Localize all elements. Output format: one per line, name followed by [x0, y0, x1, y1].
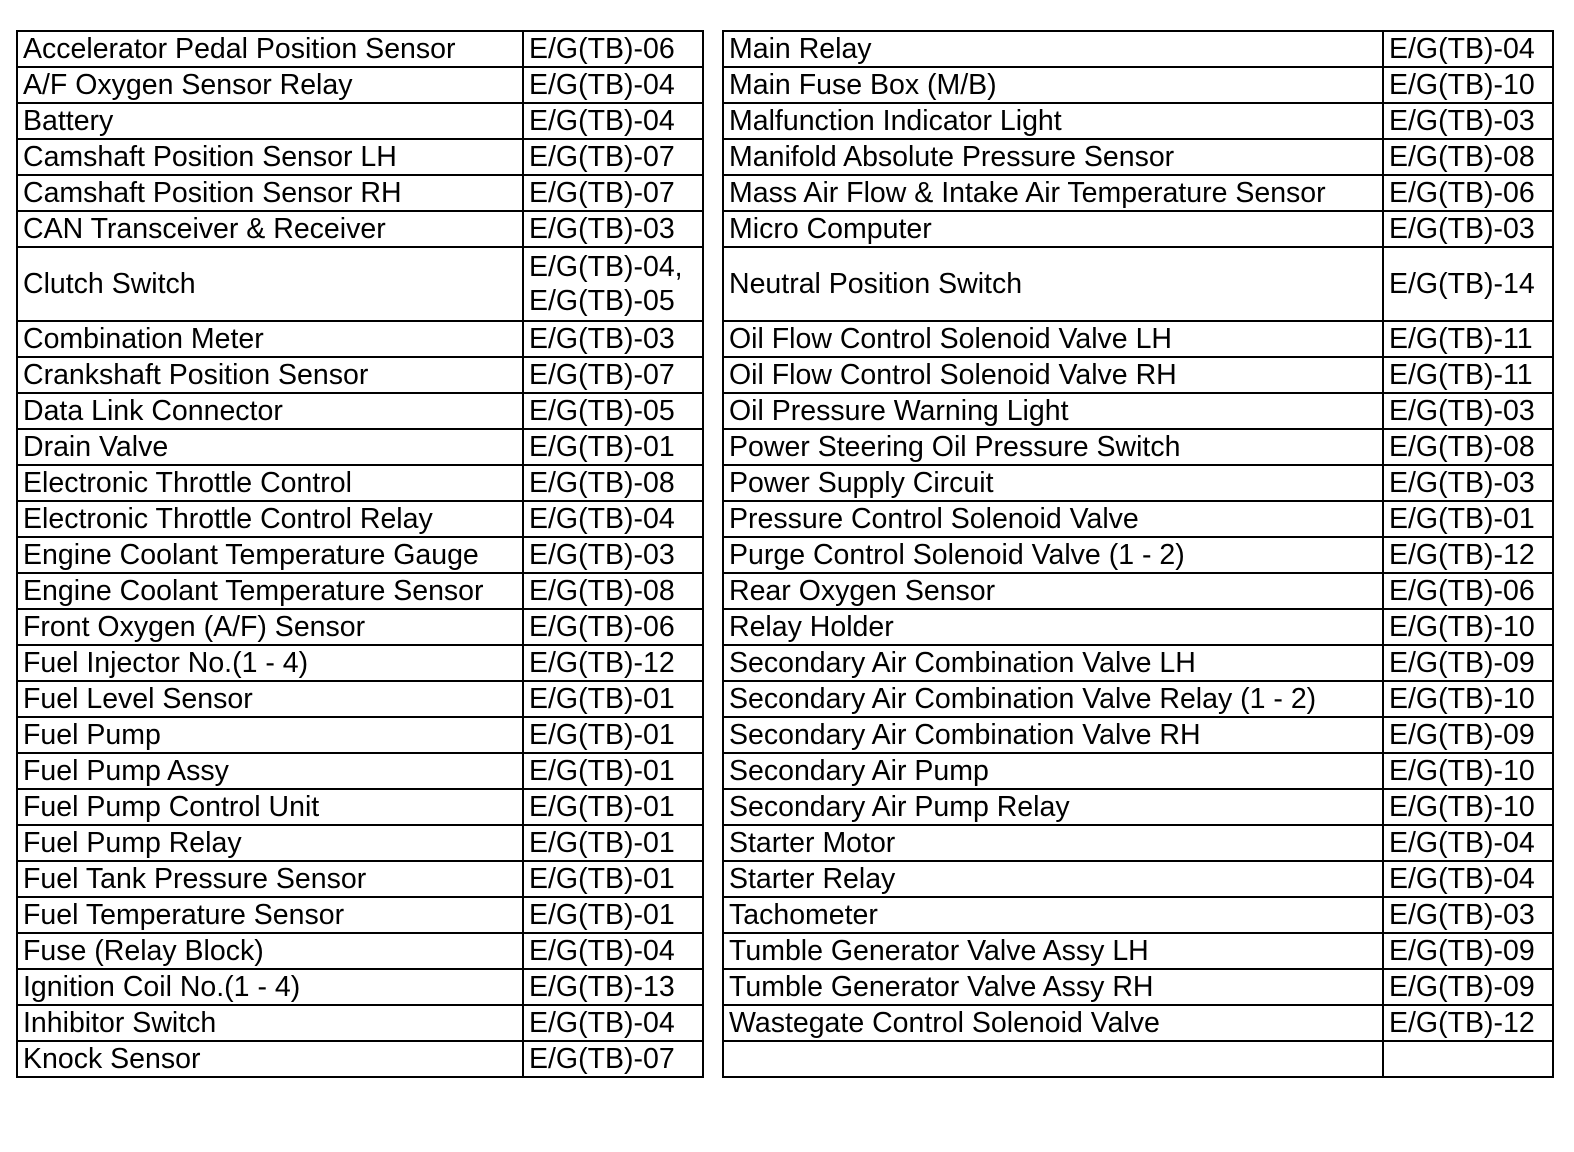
table-row — [723, 211, 1553, 247]
right-index-body — [723, 31, 1553, 1077]
reference-code-line: E/G(TB)-01 — [1389, 503, 1535, 535]
reference-code-line: E/G(TB)-04, — [529, 251, 683, 283]
component-name: Pressure Control Solenoid Valve — [723, 501, 1383, 537]
table-row — [17, 573, 703, 609]
table-row — [723, 175, 1553, 211]
reference-code-line: E/G(TB)-04 — [529, 1007, 675, 1039]
reference-code — [1383, 501, 1553, 537]
table-row — [723, 103, 1553, 139]
component-name: Tumble Generator Valve Assy LH — [723, 933, 1383, 969]
reference-code-line: E/G(TB)-07 — [529, 141, 675, 173]
table-row — [723, 67, 1553, 103]
reference-code — [523, 357, 703, 393]
component-name: Fuel Pump Assy — [17, 753, 523, 789]
reference-code-line: E/G(TB)-05 — [529, 395, 675, 427]
reference-code-line: E/G(TB)-09 — [1389, 719, 1535, 751]
reference-code-line: E/G(TB)-03 — [529, 323, 675, 355]
table-row — [17, 681, 703, 717]
reference-code-line: E/G(TB)-01 — [529, 719, 675, 751]
component-name: Crankshaft Position Sensor — [17, 357, 523, 393]
reference-code-line: E/G(TB)-03 — [529, 539, 675, 571]
table-row — [17, 537, 703, 573]
table-row — [723, 1041, 1553, 1077]
reference-code-line: E/G(TB)-01 — [529, 683, 675, 715]
reference-code — [523, 645, 703, 681]
reference-code — [523, 465, 703, 501]
reference-code-line: E/G(TB)-01 — [529, 827, 675, 859]
component-name: Oil Flow Control Solenoid Valve LH — [723, 321, 1383, 357]
reference-code-line: E/G(TB)-12 — [1389, 1007, 1535, 1039]
component-name: Battery — [17, 103, 523, 139]
table-row — [17, 969, 703, 1005]
right-index-table — [722, 30, 1554, 1078]
reference-code — [1383, 139, 1553, 175]
component-name: Ignition Coil No.(1 - 4) — [17, 969, 523, 1005]
component-name: CAN Transceiver & Receiver — [17, 211, 523, 247]
component-name: A/F Oxygen Sensor Relay — [17, 67, 523, 103]
left-index-body — [17, 31, 703, 1077]
table-row — [723, 1005, 1553, 1041]
reference-code — [523, 969, 703, 1005]
reference-code-line: E/G(TB)-10 — [1389, 755, 1535, 787]
reference-code — [1383, 103, 1553, 139]
component-name: Fuel Temperature Sensor — [17, 897, 523, 933]
reference-code — [523, 321, 703, 357]
reference-code — [1383, 321, 1553, 357]
table-row — [17, 103, 703, 139]
component-name: Secondary Air Combination Valve LH — [723, 645, 1383, 681]
table-row — [723, 321, 1553, 357]
reference-code — [523, 247, 703, 321]
table-row — [723, 465, 1553, 501]
reference-code-line: E/G(TB)-03 — [1389, 213, 1535, 245]
table-row — [17, 321, 703, 357]
table-row — [17, 753, 703, 789]
table-row — [17, 211, 703, 247]
component-name: Manifold Absolute Pressure Sensor — [723, 139, 1383, 175]
reference-code — [523, 573, 703, 609]
reference-code-line: E/G(TB)-12 — [529, 647, 675, 679]
reference-code-line: E/G(TB)-06 — [1389, 177, 1535, 209]
reference-code-line: E/G(TB)-09 — [1389, 935, 1535, 967]
reference-code — [1383, 1005, 1553, 1041]
reference-code-line: E/G(TB)-10 — [1389, 683, 1535, 715]
component-name: Combination Meter — [17, 321, 523, 357]
component-name: Power Supply Circuit — [723, 465, 1383, 501]
table-row — [723, 139, 1553, 175]
table-row — [723, 573, 1553, 609]
reference-code — [523, 67, 703, 103]
table-row — [723, 501, 1553, 537]
reference-code — [523, 789, 703, 825]
reference-code — [1383, 393, 1553, 429]
reference-code — [523, 825, 703, 861]
table-row — [17, 357, 703, 393]
component-name: Main Relay — [723, 31, 1383, 67]
component-name: Engine Coolant Temperature Gauge — [17, 537, 523, 573]
table-row — [723, 31, 1553, 67]
reference-code — [1383, 1041, 1553, 1077]
reference-code — [523, 211, 703, 247]
reference-code — [1383, 175, 1553, 211]
reference-code-line: E/G(TB)-07 — [529, 359, 675, 391]
component-name — [723, 1041, 1383, 1077]
reference-code-line: E/G(TB)-10 — [1389, 69, 1535, 101]
component-name: Purge Control Solenoid Valve (1 - 2) — [723, 537, 1383, 573]
reference-code-line: E/G(TB)-01 — [529, 863, 675, 895]
table-row — [723, 825, 1553, 861]
component-name: Fuel Tank Pressure Sensor — [17, 861, 523, 897]
component-name: Electronic Throttle Control Relay — [17, 501, 523, 537]
component-name: Fuel Pump Relay — [17, 825, 523, 861]
reference-code-line: E/G(TB)-04 — [529, 105, 675, 137]
reference-code — [523, 861, 703, 897]
reference-code-line: E/G(TB)-13 — [529, 971, 675, 1003]
reference-code — [523, 717, 703, 753]
reference-code — [1383, 537, 1553, 573]
reference-code — [1383, 933, 1553, 969]
reference-code-line: E/G(TB)-08 — [529, 575, 675, 607]
component-name: Malfunction Indicator Light — [723, 103, 1383, 139]
reference-code-line: E/G(TB)-01 — [529, 791, 675, 823]
reference-code — [1383, 609, 1553, 645]
table-row — [723, 681, 1553, 717]
table-row — [723, 429, 1553, 465]
table-row — [17, 501, 703, 537]
reference-code — [523, 753, 703, 789]
component-name: Engine Coolant Temperature Sensor — [17, 573, 523, 609]
reference-code-line: E/G(TB)-10 — [1389, 611, 1535, 643]
reference-code — [1383, 247, 1553, 321]
reference-code-line: E/G(TB)-03 — [1389, 105, 1535, 137]
component-name: Accelerator Pedal Position Sensor — [17, 31, 523, 67]
reference-code-line: E/G(TB)-09 — [1389, 647, 1535, 679]
table-row — [723, 789, 1553, 825]
reference-code — [523, 139, 703, 175]
table-row — [17, 861, 703, 897]
component-name: Secondary Air Combination Valve Relay (1 - 2) — [723, 681, 1383, 717]
reference-code — [523, 31, 703, 67]
table-row — [17, 247, 703, 321]
reference-code-line: E/G(TB)-03 — [529, 213, 675, 245]
reference-code-line: E/G(TB)-11 — [1389, 323, 1533, 355]
table-row — [723, 645, 1553, 681]
reference-code — [523, 1005, 703, 1041]
component-name: Micro Computer — [723, 211, 1383, 247]
reference-code — [523, 501, 703, 537]
reference-code-line: E/G(TB)-04 — [1389, 863, 1535, 895]
table-row — [17, 67, 703, 103]
component-name: Tachometer — [723, 897, 1383, 933]
reference-code — [523, 103, 703, 139]
reference-code-line: E/G(TB)-03 — [1389, 899, 1535, 931]
reference-code — [523, 537, 703, 573]
component-name: Knock Sensor — [17, 1041, 523, 1077]
table-row — [17, 609, 703, 645]
component-name: Tumble Generator Valve Assy RH — [723, 969, 1383, 1005]
table-row — [17, 825, 703, 861]
reference-code — [1383, 969, 1553, 1005]
reference-code — [523, 393, 703, 429]
reference-code-line: E/G(TB)-10 — [1389, 791, 1535, 823]
reference-code-line: E/G(TB)-08 — [1389, 141, 1535, 173]
reference-code-line: E/G(TB)-04 — [529, 69, 675, 101]
reference-code — [1383, 357, 1553, 393]
reference-code-line: E/G(TB)-01 — [529, 899, 675, 931]
component-name: Fuse (Relay Block) — [17, 933, 523, 969]
reference-code-line: E/G(TB)-03 — [1389, 395, 1535, 427]
reference-code — [523, 175, 703, 211]
reference-code — [1383, 897, 1553, 933]
left-index-table — [16, 30, 704, 1078]
reference-code — [1383, 717, 1553, 753]
reference-code — [1383, 465, 1553, 501]
component-name: Fuel Injector No.(1 - 4) — [17, 645, 523, 681]
table-row — [17, 1041, 703, 1077]
reference-code — [1383, 211, 1553, 247]
table-row — [723, 717, 1553, 753]
reference-code-line: E/G(TB)-06 — [529, 611, 675, 643]
reference-code — [1383, 753, 1553, 789]
reference-code — [523, 897, 703, 933]
component-name: Rear Oxygen Sensor — [723, 573, 1383, 609]
table-row — [723, 609, 1553, 645]
reference-code — [1383, 67, 1553, 103]
component-name: Clutch Switch — [17, 247, 523, 321]
reference-code-line: E/G(TB)-06 — [1389, 575, 1535, 607]
component-name: Oil Flow Control Solenoid Valve RH — [723, 357, 1383, 393]
reference-code-line: E/G(TB)-12 — [1389, 539, 1535, 571]
component-name: Fuel Pump Control Unit — [17, 789, 523, 825]
table-row — [17, 897, 703, 933]
component-name: Mass Air Flow & Intake Air Temperature Sensor — [723, 175, 1383, 211]
table-row — [723, 897, 1553, 933]
reference-code — [523, 609, 703, 645]
reference-code — [523, 933, 703, 969]
reference-code-line: E/G(TB)-04 — [1389, 827, 1535, 859]
reference-code-line: E/G(TB)-07 — [529, 177, 675, 209]
reference-code — [1383, 645, 1553, 681]
reference-code-line: E/G(TB)-08 — [1389, 431, 1535, 463]
reference-code-line: E/G(TB)-06 — [529, 33, 675, 65]
table-row — [17, 175, 703, 211]
reference-code — [1383, 861, 1553, 897]
component-name: Electronic Throttle Control — [17, 465, 523, 501]
table-row — [17, 933, 703, 969]
table-row — [17, 393, 703, 429]
table-row — [17, 429, 703, 465]
component-name: Secondary Air Pump — [723, 753, 1383, 789]
table-row — [723, 537, 1553, 573]
table-row — [723, 933, 1553, 969]
table-row — [723, 393, 1553, 429]
reference-code-line: E/G(TB)-08 — [529, 467, 675, 499]
reference-code-line: E/G(TB)-05 — [529, 285, 675, 317]
component-name: Camshaft Position Sensor LH — [17, 139, 523, 175]
table-row — [17, 645, 703, 681]
table-row — [17, 717, 703, 753]
reference-code — [523, 681, 703, 717]
reference-code-line: E/G(TB)-07 — [529, 1043, 675, 1075]
reference-code — [1383, 573, 1553, 609]
reference-code-line: E/G(TB)-04 — [1389, 33, 1535, 65]
reference-code-line: E/G(TB)-03 — [1389, 467, 1535, 499]
component-name: Secondary Air Combination Valve RH — [723, 717, 1383, 753]
component-name: Power Steering Oil Pressure Switch — [723, 429, 1383, 465]
reference-code — [523, 1041, 703, 1077]
table-row — [723, 969, 1553, 1005]
reference-code — [1383, 789, 1553, 825]
reference-code-line: E/G(TB)-04 — [529, 935, 675, 967]
component-name: Fuel Pump — [17, 717, 523, 753]
reference-code-line: E/G(TB)-01 — [529, 755, 675, 787]
component-name: Front Oxygen (A/F) Sensor — [17, 609, 523, 645]
component-name: Data Link Connector — [17, 393, 523, 429]
reference-code-line: E/G(TB)-04 — [529, 503, 675, 535]
component-name: Starter Relay — [723, 861, 1383, 897]
component-name: Relay Holder — [723, 609, 1383, 645]
reference-code-line: E/G(TB)-01 — [529, 431, 675, 463]
component-name: Secondary Air Pump Relay — [723, 789, 1383, 825]
reference-code-line: E/G(TB)-14 — [1389, 268, 1535, 300]
reference-code — [1383, 681, 1553, 717]
reference-code-line: E/G(TB)-11 — [1389, 359, 1533, 391]
table-row — [17, 1005, 703, 1041]
reference-code — [1383, 31, 1553, 67]
table-row — [723, 861, 1553, 897]
table-row — [17, 465, 703, 501]
component-name: Drain Valve — [17, 429, 523, 465]
component-name: Camshaft Position Sensor RH — [17, 175, 523, 211]
component-name: Oil Pressure Warning Light — [723, 393, 1383, 429]
table-row — [723, 247, 1553, 321]
table-row — [17, 139, 703, 175]
component-name: Fuel Level Sensor — [17, 681, 523, 717]
component-name: Starter Motor — [723, 825, 1383, 861]
table-row — [723, 753, 1553, 789]
table-row — [723, 357, 1553, 393]
component-name: Wastegate Control Solenoid Valve — [723, 1005, 1383, 1041]
reference-code — [523, 429, 703, 465]
table-row — [17, 31, 703, 67]
component-name: Main Fuse Box (M/B) — [723, 67, 1383, 103]
component-name: Neutral Position Switch — [723, 247, 1383, 321]
table-row — [17, 789, 703, 825]
component-name: Inhibitor Switch — [17, 1005, 523, 1041]
reference-code-line: E/G(TB)-09 — [1389, 971, 1535, 1003]
reference-code — [1383, 825, 1553, 861]
reference-code — [1383, 429, 1553, 465]
